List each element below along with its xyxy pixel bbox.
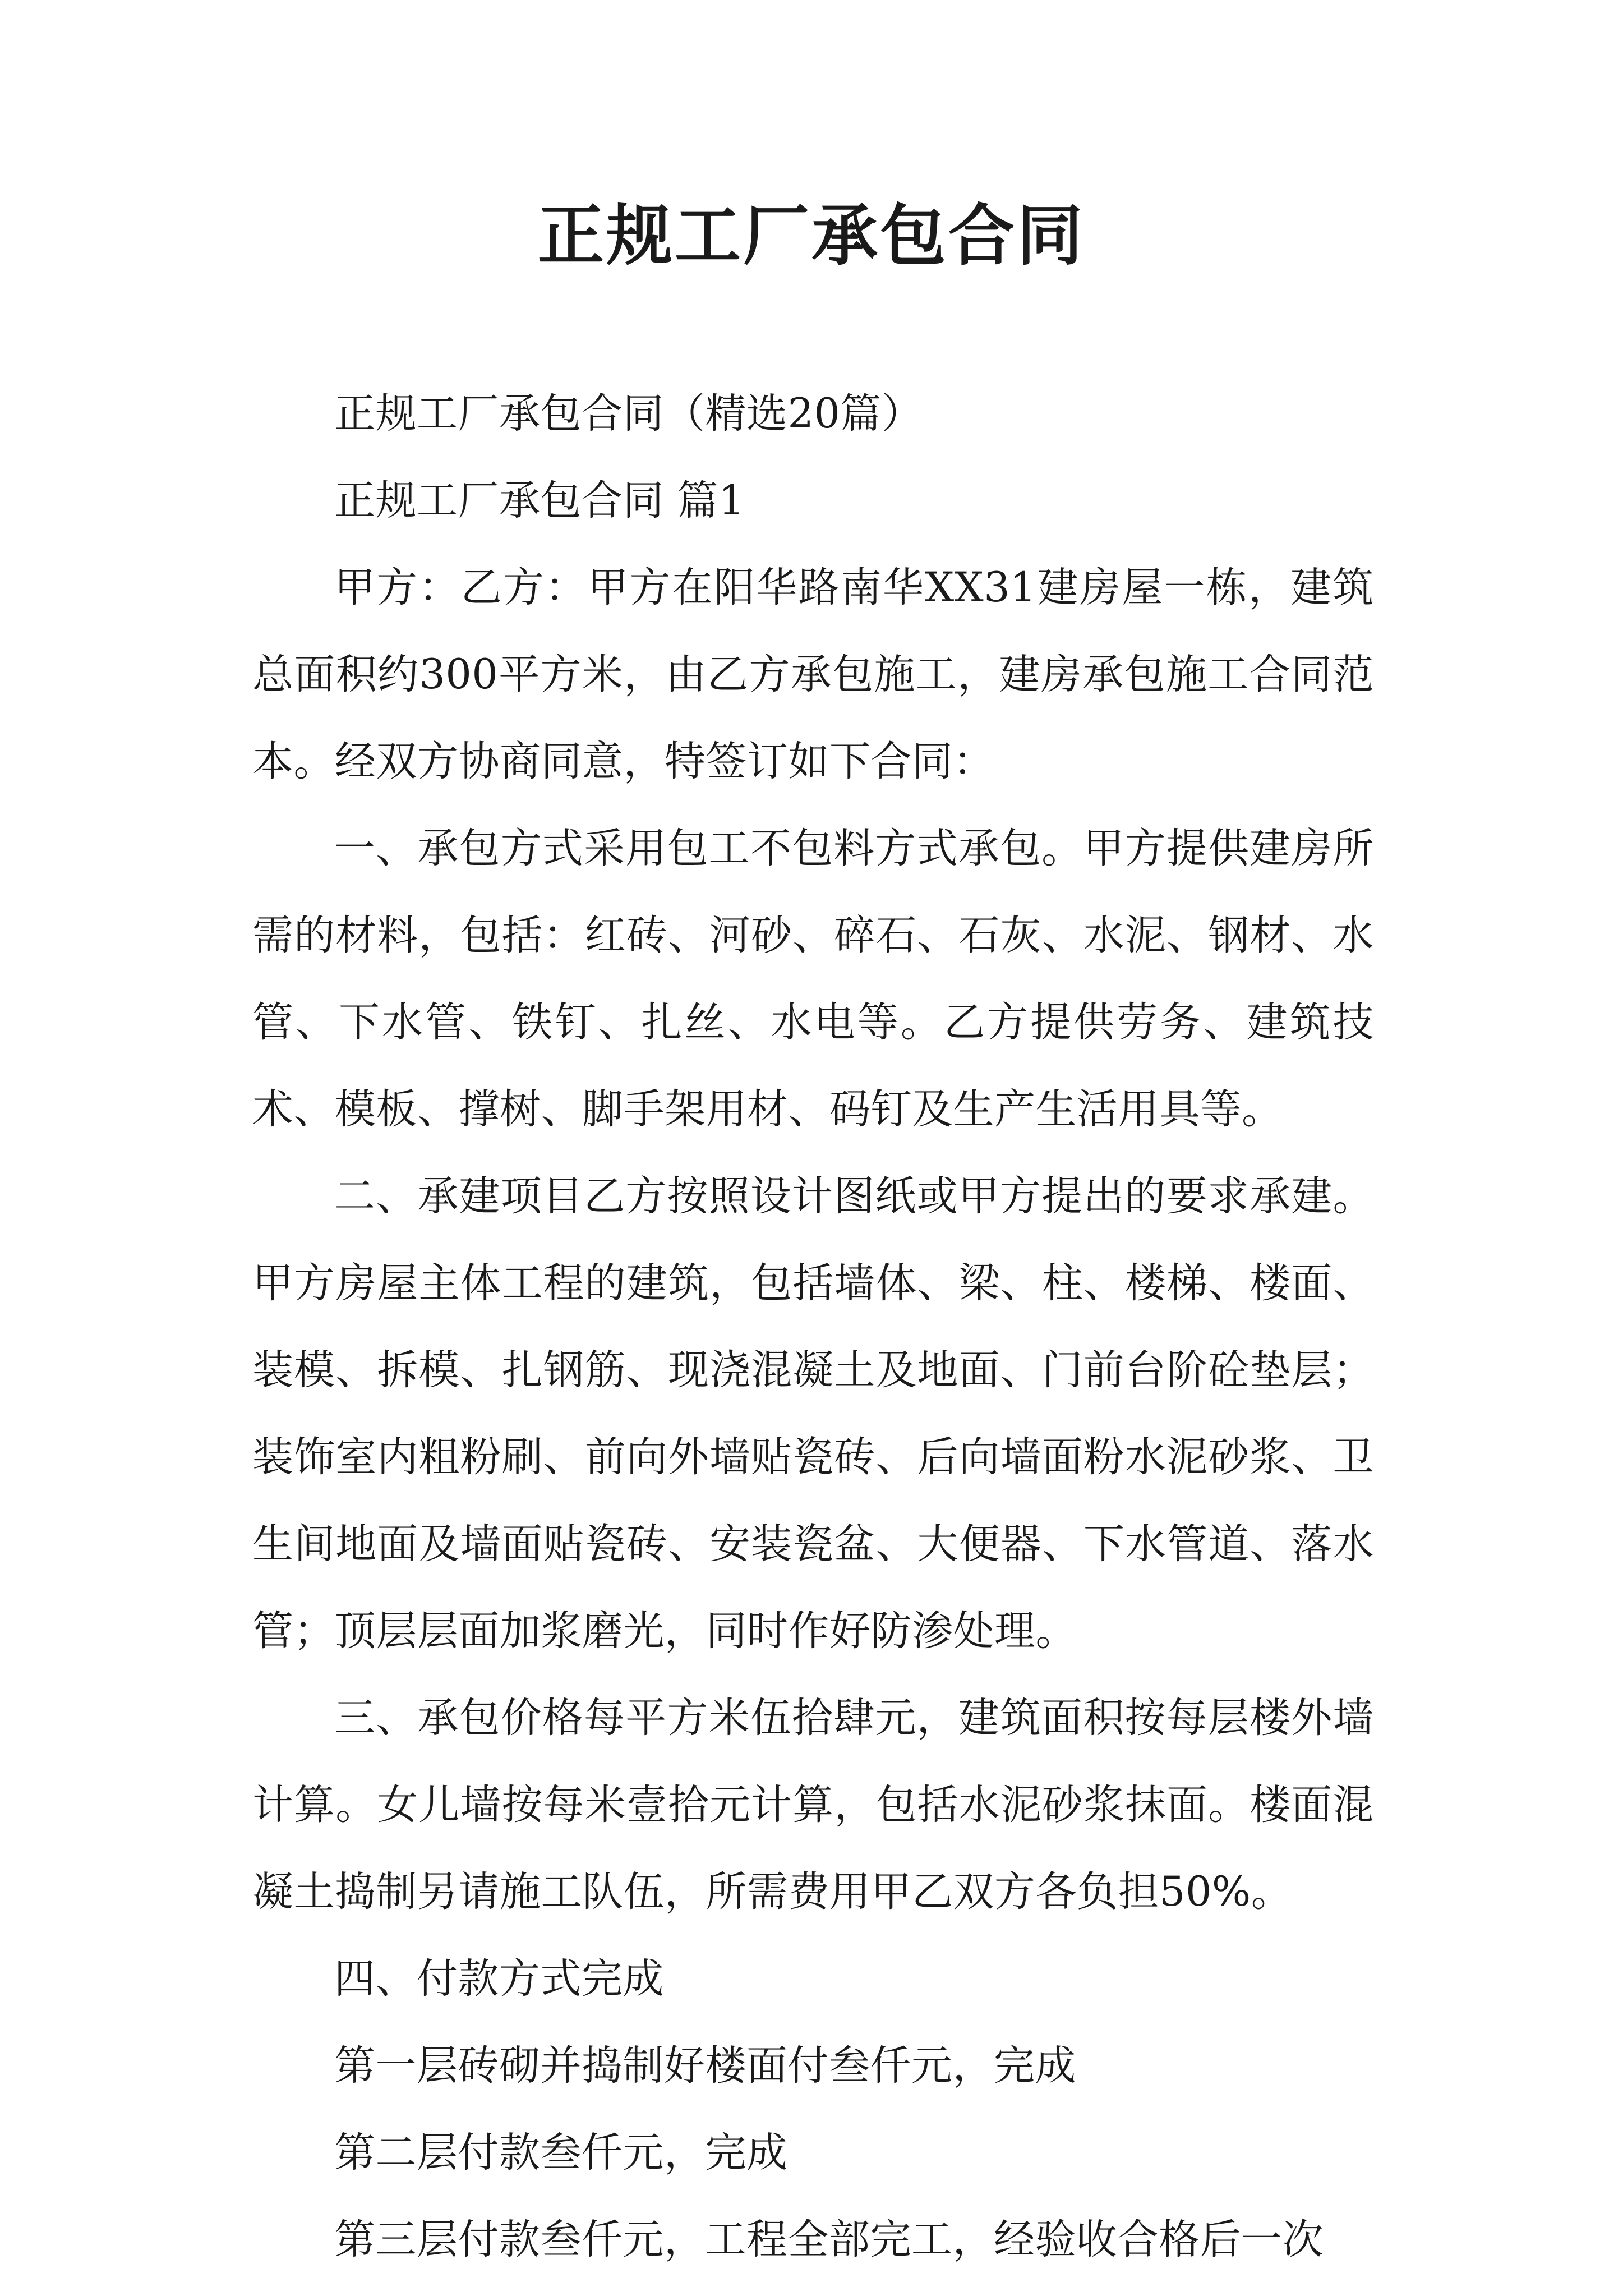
paragraph-parties: 甲方：乙方：甲方在阳华路南华XX31建房屋一栋，建筑总面积约300平方米，由乙方承包施工，建房承包施工合同范本。经双方协商同意，特签订如下合同： [252, 564, 1374, 785]
paragraph-payment-3: 第三层付款叁仟元，工程全部完工，经验收合格后一次 [334, 2216, 1324, 2263]
paragraph-subtitle: 正规工厂承包合同（精选20篇） [334, 390, 923, 438]
paragraph-clause-2: 二、承建项目乙方按照设计图纸或甲方提出的要求承建。甲方房屋主体工程的建筑，包括墙体、梁、柱、楼梯、楼面、装模、拆模、扎钢筋、现浇混凝土及地面、门前台阶砼垫层；装饰室内粗粉刷、前向外墙贴瓷砖、后向墙面粉水泥砂浆、卫生间地面及墙面贴瓷砖、安装瓷盆、大便器、下水管道、落水管；顶层层面加浆磨光，同时作好防渗处理。 [252, 1172, 1374, 1655]
document-title: 正规工厂承包合同 [537, 196, 1085, 274]
paragraph-section-heading: 正规工厂承包合同 篇1 [334, 477, 745, 524]
paragraph-payment-1: 第一层砖砌并捣制好楼面付叁仟元，完成 [334, 2042, 1076, 2090]
document-body [252, 370, 1374, 2283]
paragraph-clause-1: 一、承包方式采用包工不包料方式承包。甲方提供建房所需的材料，包括：红砖、河砂、碎石、石灰、水泥、钢材、水管、下水管、铁钉、扎丝、水电等。乙方提供劳务、建筑技术、模板、撑树、脚手架用材、码钉及生产生活用具等。 [252, 825, 1374, 1133]
paragraph-clause-4: 四、付款方式完成 [334, 1955, 664, 2003]
paragraph-payment-2: 第二层付款叁仟元，完成 [334, 2129, 788, 2177]
paragraph-clause-3: 三、承包价格每平方米伍拾肆元，建筑面积按每层楼外墙计算。女儿墙按每米壹拾元计算，包括水泥砂浆抹面。楼面混凝土捣制另请施工队伍，所需费用甲乙双方各负担50%。 [252, 1694, 1374, 1916]
